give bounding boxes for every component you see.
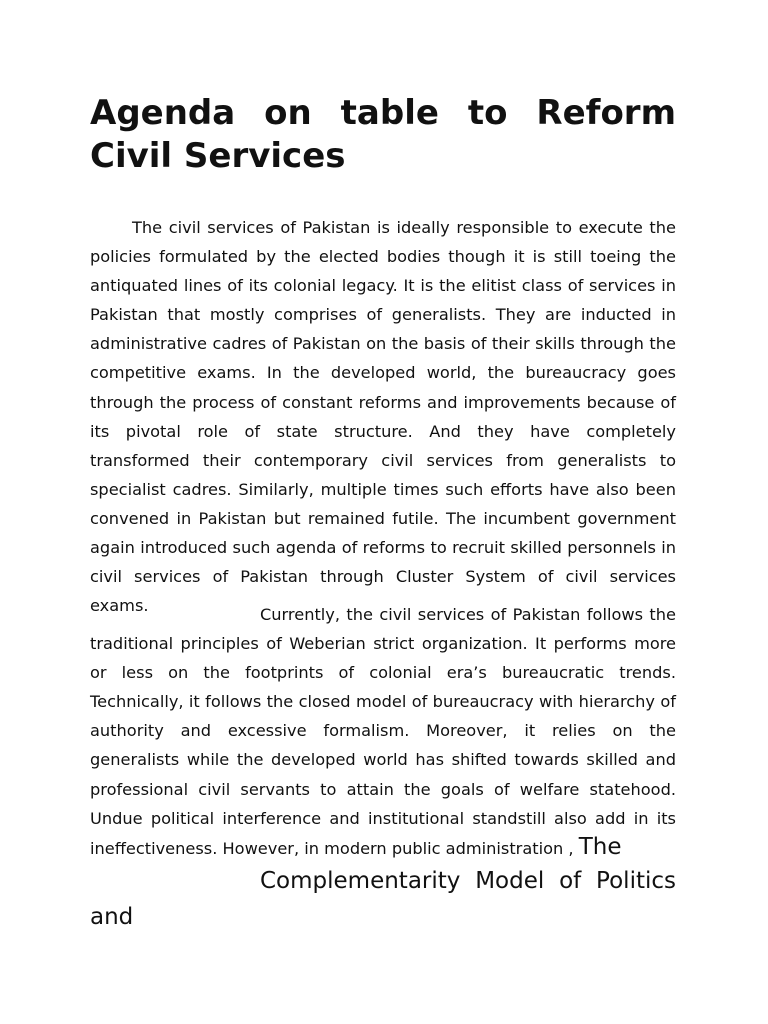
paragraph-2-text: Currently, the civil services of Pakistan follows the traditional principles of Weberian strict organization. It performs more or less on the footprints of colonial era’s bureaucratic trends. Technically, it follows the closed model of bureaucracy with hierarchy of authority and excessive formalism. Moreover, it relies on the generalists while the developed world has shifted towards skilled and professional civil servants to attain the goals of welfare statehood. Undue political interference and institutional standstill also add in its ineffectiveness. However, in modern public administration , xyxy=(90,605,676,858)
paragraph-2 xyxy=(90,600,676,935)
paragraph-1: The civil services of Pakistan is ideally responsible to execute the policies formulated by the elected bodies though it is still toeing the antiquated lines of its colonial legacy. It is the elitist class of services in Pakistan that mostly comprises of generalists. They are inducted in administrative cadres of Pakistan on the basis of their skills through the competitive exams. In the developed world, the bureaucracy goes through the process of constant reforms and improvements because of its pivotal role of state structure. And they have completely transformed their contemporary civil services from generalists to specialist cadres. Similarly, multiple times such efforts have also been convened in Pakistan but remained futile. The incumbent government again introduced such agenda of reforms to recruit skilled personnels in civil services of Pakistan through Cluster System of civil services exams. xyxy=(90,218,676,616)
paragraph-2-large-the: The xyxy=(578,833,622,860)
paragraph-2-large-tail: Complementarity Model of Politics and xyxy=(90,867,676,930)
document-title: Agenda on table to Reform Civil Services xyxy=(90,93,676,176)
